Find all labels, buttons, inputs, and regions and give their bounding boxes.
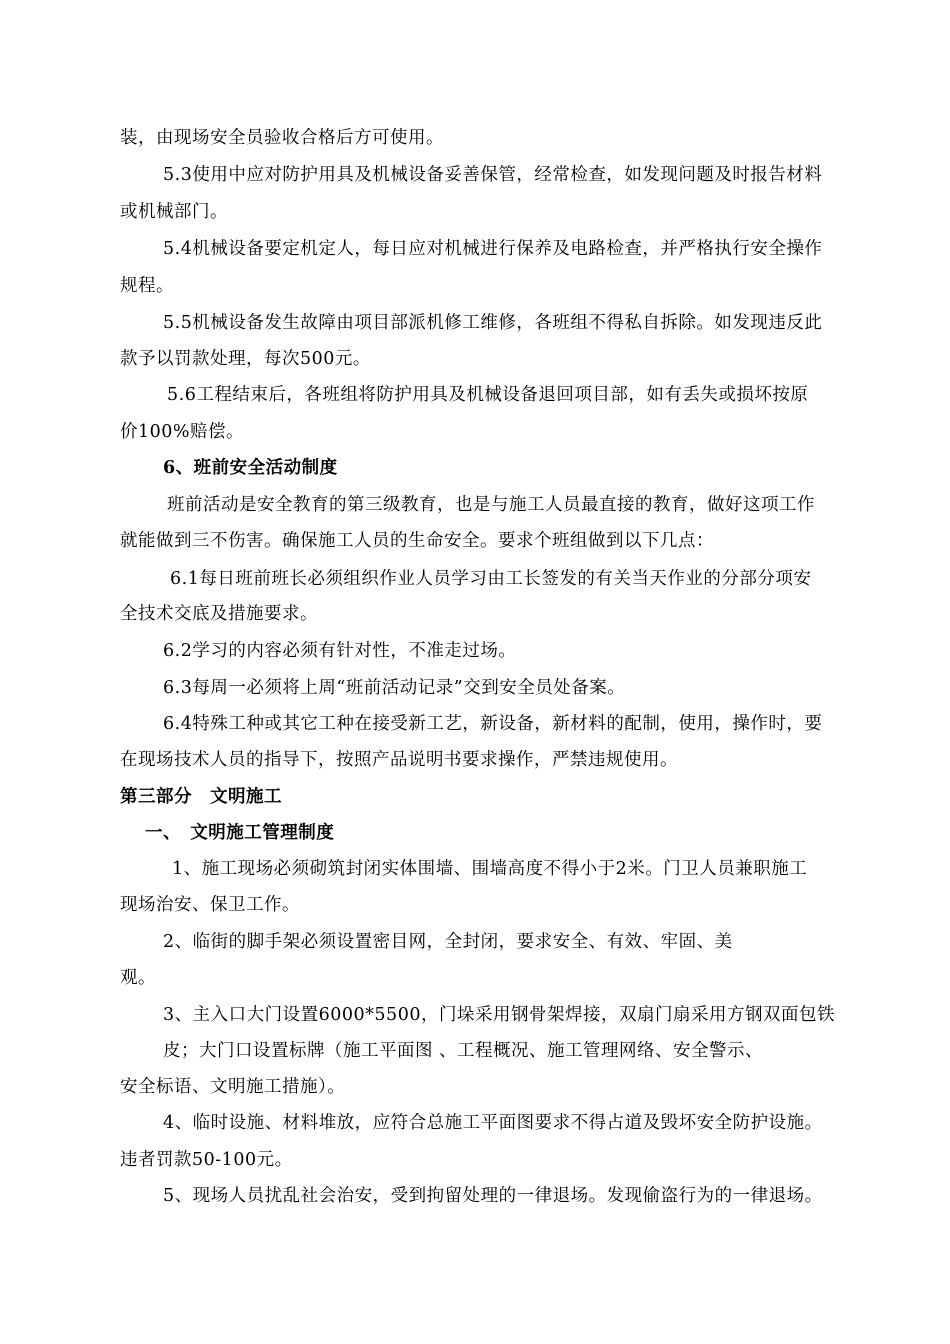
text-line: 现场治安、保卫工作。 [120, 895, 300, 915]
text-line: 皮；大门口设置标牌（施工平面图 、工程概况、施工管理网络、安全警示、 [163, 1041, 764, 1061]
text-line: 安全标语、文明施工措施）。 [120, 1077, 346, 1097]
text-line: 6.3每周一必须将上周“班前活动记录”交到安全员处备案。 [163, 678, 626, 698]
text-line: 或机械部门。 [120, 202, 228, 222]
text-line: 就能做到三不伤害。确保施工人员的生命安全。要求个班组做到以下几点： [120, 531, 714, 551]
text-line: 装，由现场安全员验收合格后方可使用。 [120, 128, 444, 148]
text-line: 5.5机械设备发生故障由项目部派机修工维修，各班组不得私自拆除。如发现违反此 [163, 313, 823, 333]
text-line: 5、现场人员扰乱社会治安，受到拘留处理的一律退场。发现偷盗行为的一律退场。 [163, 1186, 823, 1206]
text-line: 价100%赔偿。 [120, 422, 245, 442]
text-line: 观。 [120, 968, 156, 988]
text-line: 6.4特殊工种或其它工种在接受新工艺，新设备，新材料的配制，使用，操作时，要 [163, 714, 823, 734]
text-line: 5.6工程结束后，各班组将防护用具及机械设备退回项目部，如有丢失或损坏按原 [167, 385, 809, 405]
text-line: 4、临时设施、材料堆放，应符合总施工平面图要求不得占道及毁坏安全防护设施。 [163, 1113, 823, 1133]
text-line: 2、临街的脚手架必须设置密目网，全封闭，要求安全、有效、牢固、美 [163, 932, 733, 952]
text-line: 6.1每日班前班长必须组织作业人员学习由工长签发的有关当天作业的分部分项安 [170, 569, 812, 589]
text-line: 款予以罚款处理，每次500元。 [120, 349, 371, 369]
section-heading: 一、 文明施工管理制度 [145, 823, 335, 843]
text-line: 全技术交底及措施要求。 [120, 604, 318, 624]
text-line: 3、主入口大门设置6000*5500，门垛采用钢骨架焊接，双扇门扇采用方钢双面包铁 [163, 1005, 835, 1025]
text-line: 班前活动是安全教育的第三级教育，也是与施工人员最直接的教育，做好这项工作 [167, 495, 815, 515]
text-line: 5.4机械设备要定机定人，每日应对机械进行保养及电路检查，并严格执行安全操作 [163, 239, 823, 259]
text-line: 在现场技术人员的指导下，按照产品说明书要求操作，严禁违规使用。 [120, 750, 678, 770]
text-line: 违者罚款50-100元。 [120, 1150, 293, 1170]
part-heading: 第三部分 文明施工 [120, 787, 282, 807]
section-heading: 6、班前安全活动制度 [163, 458, 338, 478]
text-line: 5.3使用中应对防护用具及机械设备妥善保管，经常检查，如发现问题及时报告材料 [163, 165, 823, 185]
text-line: 规程。 [120, 276, 174, 296]
text-line: 6.2学习的内容必须有针对性，不准走过场。 [163, 641, 517, 661]
text-line: 1、施工现场必须砌筑封闭实体围墙、围墙高度不得小于2米。门卫人员兼职施工 [172, 859, 808, 879]
